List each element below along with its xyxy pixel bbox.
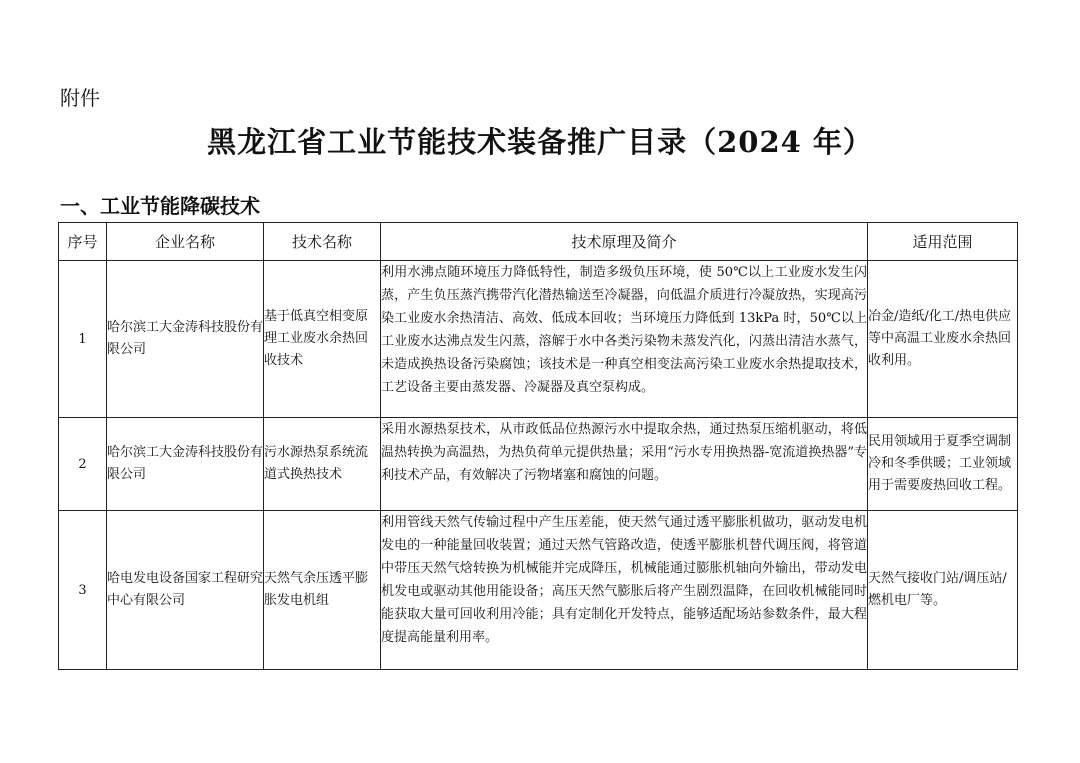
cell-scope: 冶金/造纸/化工/热电供应等中高温工业废水余热回收利用。 (868, 261, 1018, 418)
cell-no: 2 (59, 418, 107, 511)
header-scope: 适用范围 (868, 223, 1018, 261)
section-heading: 一、工业节能降碳技术 (60, 194, 260, 218)
header-description: 技术原理及简介 (381, 223, 868, 261)
attachment-label: 附件 (60, 86, 100, 110)
cell-enterprise: 哈尔滨工大金涛科技股份有限公司 (107, 261, 264, 418)
cell-technology: 污水源热泵系统流道式换热技术 (264, 418, 381, 511)
table-row (59, 261, 1018, 418)
cell-no: 1 (59, 261, 107, 418)
cell-description: 利用水沸点随环境压力降低特性，制造多级负压环境，使 50℃以上工业废水发生闪蒸，产生负压蒸汽携带汽化潜热输送至冷凝器，向低温介质进行冷凝放热，实现高污染工业废水余热清洁、高效、低成本回收；当环境压力降低到 13kPa 时，50℃以上工业废水达沸点发生闪蒸，溶解于水中各类污染物未蒸发汽化，闪蒸出清洁水蒸气，未造成换热设备污染腐蚀；该技术是一种真空相变法高污染工业废水余热提取技术，工艺设备主要由蒸发器、冷凝器及真空泵构成。 (381, 261, 868, 418)
cell-technology: 基于低真空相变原理工业废水余热回收技术 (264, 261, 381, 418)
catalog-table (58, 222, 1018, 670)
table-header-row (59, 223, 1018, 261)
cell-enterprise: 哈尔滨工大金涛科技股份有限公司 (107, 418, 264, 511)
cell-description: 采用水源热泵技术，从市政低品位热源污水中提取余热，通过热泵压缩机驱动，将低温热转换为高温热，为热负荷单元提供热量；采用“污水专用换热器-宽流道换热器”专利技术产品，有效解决了污物堵塞和腐蚀的问题。 (381, 418, 868, 511)
header-no: 序号 (59, 223, 107, 261)
cell-no: 3 (59, 511, 107, 670)
cell-enterprise: 哈电发电设备国家工程研究中心有限公司 (107, 511, 264, 670)
table-row (59, 511, 1018, 670)
header-enterprise: 企业名称 (107, 223, 264, 261)
cell-description: 利用管线天然气传输过程中产生压差能，使天然气通过透平膨胀机做功，驱动发电机发电的一种能量回收装置；通过天然气管路改造，使透平膨胀机替代调压阀，将管道中带压天然气焓转换为机械能并完成降压，机械能通过膨胀机轴向外输出，带动发电机发电或驱动其他用能设备；高压天然气膨胀后将产生剧烈温降，在回收机械能同时能获取大量可回收利用冷能；具有定制化开发特点，能够适配场站参数条件，最大程度提高能量利用率。 (381, 511, 868, 670)
header-technology: 技术名称 (264, 223, 381, 261)
document-title: 黑龙江省工业节能技术装备推广目录（2024 年） (207, 125, 873, 159)
table-row (59, 418, 1018, 511)
cell-technology: 天然气余压透平膨胀发电机组 (264, 511, 381, 670)
cell-scope: 天然气接收门站/调压站/燃机电厂等。 (868, 511, 1018, 670)
cell-scope: 民用领域用于夏季空调制冷和冬季供暖；工业领域用于需要废热回收工程。 (868, 418, 1018, 511)
